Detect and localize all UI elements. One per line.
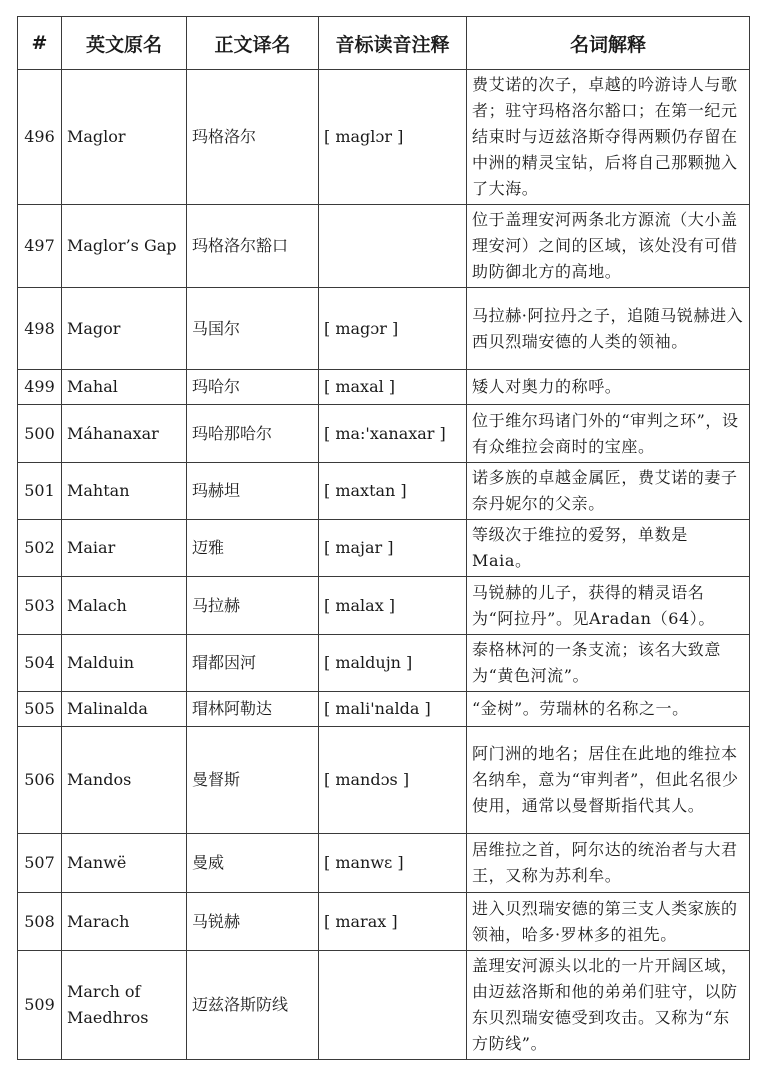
chinese-name: 迈雅 — [187, 520, 319, 577]
english-name: March of Maedhros — [62, 951, 187, 1060]
table-row — [18, 520, 750, 577]
english-name: Mahtan — [62, 463, 187, 520]
table-row — [18, 577, 750, 635]
table-row — [18, 834, 750, 893]
header-pronunciation: 音标读音注释 — [319, 17, 467, 70]
pronunciation: [ manwɛ ] — [319, 834, 467, 893]
pronunciation: [ maglɔr ] — [319, 70, 467, 205]
definition: 马拉赫·阿拉丹之子，追随马锐赫进入西贝烈瑞安德的人类的领袖。 — [467, 288, 750, 370]
pronunciation: [ marax ] — [319, 893, 467, 951]
definition: 进入贝烈瑞安德的第三支人类家族的领袖，哈多·罗林多的祖先。 — [467, 893, 750, 951]
definition: 费艾诺的次子，卓越的吟游诗人与歌者；驻守玛格洛尔豁口；在第一纪元结束时与迈兹洛斯夺得两颗仍存留在中洲的精灵宝钻，后将自己那颗抛入了大海。 — [467, 70, 750, 205]
table-row — [18, 692, 750, 727]
glossary-table — [17, 16, 750, 1060]
chinese-name: 马锐赫 — [187, 893, 319, 951]
entry-number: 498 — [18, 288, 62, 370]
table-row — [18, 951, 750, 1060]
definition: 居维拉之首，阿尔达的统治者与大君王，又称为苏利牟。 — [467, 834, 750, 893]
definition: 泰格林河的一条支流；该名大致意为“黄色河流”。 — [467, 635, 750, 692]
pronunciation — [319, 951, 467, 1060]
english-name: Maglor’s Gap — [62, 205, 187, 288]
header-english-name: 英文原名 — [62, 17, 187, 70]
entry-number: 508 — [18, 893, 62, 951]
header-chinese-name: 正文译名 — [187, 17, 319, 70]
pronunciation: [ maxtan ] — [319, 463, 467, 520]
pronunciation: [ maxal ] — [319, 370, 467, 405]
english-name: Maglor — [62, 70, 187, 205]
english-name: Malinalda — [62, 692, 187, 727]
english-name: Manwë — [62, 834, 187, 893]
table-row — [18, 205, 750, 288]
definition: “金树”。劳瑞林的名称之一。 — [467, 692, 750, 727]
table-row — [18, 635, 750, 692]
table-row — [18, 405, 750, 463]
english-name: Malach — [62, 577, 187, 635]
table-row — [18, 893, 750, 951]
definition: 位于维尔玛诸门外的“审判之环”，设有众维拉会商时的宝座。 — [467, 405, 750, 463]
entry-number: 504 — [18, 635, 62, 692]
chinese-name: 马国尔 — [187, 288, 319, 370]
definition: 矮人对奥力的称呼。 — [467, 370, 750, 405]
table-row — [18, 727, 750, 834]
entry-number: 501 — [18, 463, 62, 520]
header-row — [18, 17, 750, 70]
header-number: # — [18, 17, 62, 70]
definition: 位于盖理安河两条北方源流（大小盖理安河）之间的区域，该处没有可借助防御北方的高地。 — [467, 205, 750, 288]
entry-number: 503 — [18, 577, 62, 635]
definition: 诺多族的卓越金属匠，费艾诺的妻子奈丹妮尔的父亲。 — [467, 463, 750, 520]
english-name: Mahal — [62, 370, 187, 405]
chinese-name: 玛格洛尔豁口 — [187, 205, 319, 288]
english-name: Marach — [62, 893, 187, 951]
english-name: Máhanaxar — [62, 405, 187, 463]
entry-number: 500 — [18, 405, 62, 463]
definition: 阿门洲的地名；居住在此地的维拉本名纳牟，意为“审判者”，但此名很少使用，通常以曼督斯指代其人。 — [467, 727, 750, 834]
header-definition: 名词解释 — [467, 17, 750, 70]
table-row — [18, 288, 750, 370]
entry-number: 496 — [18, 70, 62, 205]
chinese-name: 曼督斯 — [187, 727, 319, 834]
table-row — [18, 463, 750, 520]
chinese-name: 马拉赫 — [187, 577, 319, 635]
chinese-name: 玛赫坦 — [187, 463, 319, 520]
entry-number: 499 — [18, 370, 62, 405]
pronunciation: [ mandɔs ] — [319, 727, 467, 834]
english-name: Mandos — [62, 727, 187, 834]
pronunciation: [ maldujn ] — [319, 635, 467, 692]
english-name: Malduin — [62, 635, 187, 692]
english-name: Maiar — [62, 520, 187, 577]
chinese-name: 曼威 — [187, 834, 319, 893]
entry-number: 497 — [18, 205, 62, 288]
pronunciation: [ majar ] — [319, 520, 467, 577]
chinese-name: 玛哈那哈尔 — [187, 405, 319, 463]
table-row — [18, 370, 750, 405]
definition: 盖理安河源头以北的一片开阔区域，由迈兹洛斯和他的弟弟们驻守，以防东贝烈瑞安德受到攻击。又称为“东方防线”。 — [467, 951, 750, 1060]
pronunciation: [ magɔr ] — [319, 288, 467, 370]
chinese-name: 玛格洛尔 — [187, 70, 319, 205]
english-name: Magor — [62, 288, 187, 370]
chinese-name: 迈兹洛斯防线 — [187, 951, 319, 1060]
entry-number: 502 — [18, 520, 62, 577]
definition: 马锐赫的儿子，获得的精灵语名为“阿拉丹”。见Aradan（64）。 — [467, 577, 750, 635]
pronunciation: [ malax ] — [319, 577, 467, 635]
entry-number: 505 — [18, 692, 62, 727]
pronunciation — [319, 205, 467, 288]
chinese-name: 玛哈尔 — [187, 370, 319, 405]
entry-number: 509 — [18, 951, 62, 1060]
pronunciation: [ ma:'xanaxar ] — [319, 405, 467, 463]
chinese-name: 瑁林阿勒达 — [187, 692, 319, 727]
entry-number: 507 — [18, 834, 62, 893]
pronunciation: [ mali'nalda ] — [319, 692, 467, 727]
entry-number: 506 — [18, 727, 62, 834]
definition: 等级次于维拉的爱努，单数是Maia。 — [467, 520, 750, 577]
chinese-name: 瑁都因河 — [187, 635, 319, 692]
table-row — [18, 70, 750, 205]
